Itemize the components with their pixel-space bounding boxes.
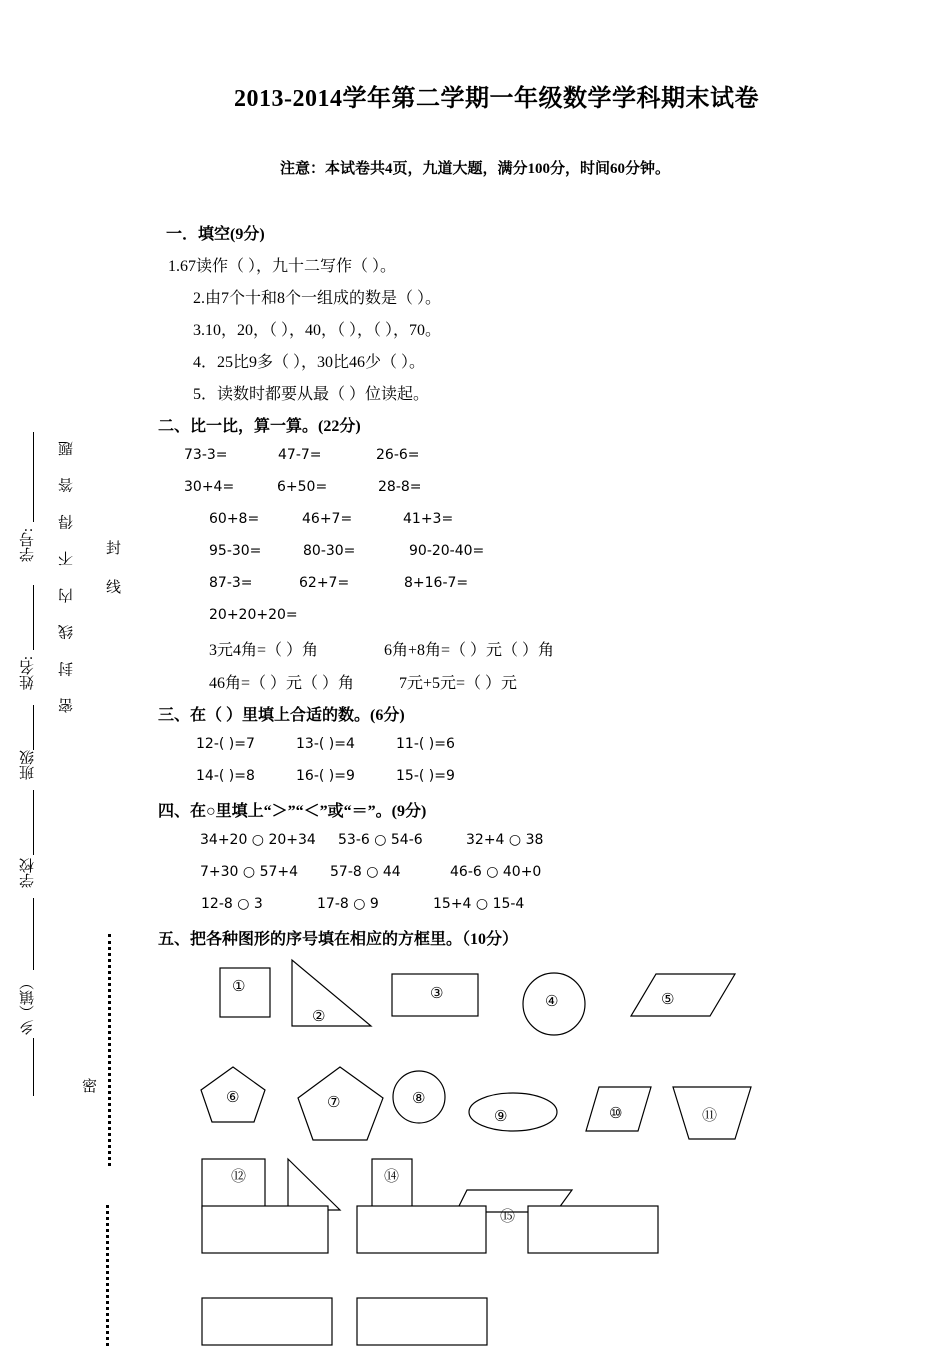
answer-box[interactable]: [528, 1206, 658, 1253]
calc-item: 80-30=: [303, 543, 356, 559]
fill-blank-item: 16-( )=9: [296, 768, 355, 784]
calc-item: 62+7=: [299, 575, 350, 591]
money-question: 46角=（ ）元（ ）角: [209, 675, 355, 692]
compare-item: 32+4 ○ 38: [466, 832, 544, 848]
calc-item: 30+4=: [184, 479, 235, 495]
compare-item: 15+4 ○ 15-4: [433, 896, 525, 912]
calc-item: 90-20-40=: [409, 543, 485, 559]
shape-label: ⑥: [226, 1088, 240, 1106]
shape-label: ③: [430, 984, 444, 1002]
banji-label: 班级: [20, 750, 36, 780]
calc-item: 6+50=: [277, 479, 328, 495]
question-1-2: 2.由7个十和8个一组成的数是（ ）。: [193, 290, 442, 307]
shape-label: ⑮: [500, 1207, 516, 1225]
calc-item: 47-7=: [278, 447, 322, 463]
page-title: 2013-2014学年第二学期一年级数学学科期末试卷: [234, 86, 759, 112]
shape-label: ②: [312, 1007, 326, 1025]
compare-item: 57-8 ○ 44: [330, 864, 401, 880]
calc-item: 95-30=: [209, 543, 262, 559]
money-question: 6角+8角=（ ）元（ ）角: [384, 642, 555, 659]
answer-box[interactable]: [357, 1206, 486, 1253]
shape-pentagon-large: [298, 1067, 383, 1140]
fill-blank-item: 11-( )=6: [396, 736, 455, 752]
shape-label: ⑦: [327, 1093, 341, 1111]
answer-box[interactable]: [357, 1298, 487, 1345]
section-3-title: 三、在（ ）里填上合适的数。(6分): [158, 707, 405, 724]
compare-item: 17-8 ○ 9: [317, 896, 379, 912]
money-question: 7元+5元=（ ）元: [399, 675, 518, 692]
calc-item: 87-3=: [209, 575, 253, 591]
shape-ellipse: [469, 1093, 557, 1131]
calc-item: 41+3=: [403, 511, 454, 527]
shape-label: ⑩: [609, 1104, 623, 1122]
money-question: 3元4角=（ ）角: [209, 642, 319, 659]
fill-blank-item: 13-( )=4: [296, 736, 355, 752]
shape-label: ⑭: [384, 1167, 400, 1185]
shape-label: ⑫: [231, 1167, 247, 1185]
compare-item: 53-6 ○ 54-6: [338, 832, 423, 848]
seal-text-3: 密: [80, 1078, 96, 1103]
compare-item: 34+20 ○ 20+34: [200, 832, 316, 848]
shape-label: ⑨: [494, 1107, 508, 1125]
calc-item: 73-3=: [184, 447, 228, 463]
section-4-title: 四、在○里填上“＞”“＜”或“＝”。(9分): [158, 803, 427, 820]
compare-item: 46-6 ○ 40+0: [450, 864, 542, 880]
section-1-title: 一．填空(9分): [166, 226, 265, 243]
calc-item: 26-6=: [376, 447, 420, 463]
calc-item: 46+7=: [302, 511, 353, 527]
shape-triangle-partial: [288, 1159, 340, 1210]
section-2-title: 二、比一比，算一算。(22分): [158, 418, 361, 435]
xuehao-label: 学号:: [20, 528, 36, 563]
calc-item: 28-8=: [378, 479, 422, 495]
exam-note: 注意：本试卷共4页，九道大题，满分100分，时间60分钟。: [280, 161, 671, 177]
xiangzhen-label: 乡（镇）: [20, 975, 36, 1035]
shape-label: ①: [232, 977, 246, 995]
shape-parallelogram: [631, 974, 735, 1016]
calc-item: 60+8=: [209, 511, 260, 527]
question-1-4: 4．25比9多（ ），30比46少（ ）。: [193, 354, 426, 371]
compare-item: 12-8 ○ 3: [201, 896, 263, 912]
calc-item: 20+20+20=: [209, 607, 298, 623]
shape-label: ⑪: [702, 1106, 718, 1124]
xuexiao-label: 学校: [20, 858, 36, 888]
shape-label: ④: [545, 992, 559, 1010]
shape-right-triangle: [292, 960, 371, 1026]
fill-blank-item: 15-( )=9: [396, 768, 455, 784]
compare-item: 7+30 ○ 57+4: [200, 864, 299, 880]
seal-text: 密 封 线 内 不 得 答 题: [59, 432, 75, 714]
seal-text-2: 封 线: [104, 540, 120, 604]
fill-blank-item: 14-( )=8: [196, 768, 255, 784]
section-5-title: 五、把各种图形的序号填在相应的方框里。（10分）: [158, 931, 519, 948]
xingming-label: 姓名:: [20, 656, 36, 691]
fill-blank-item: 12-( )=7: [196, 736, 255, 752]
shape-label: ⑧: [412, 1089, 426, 1107]
question-1-3: 3.10，20，（ ），40，（ ），（ ），70。: [193, 322, 442, 339]
answer-box[interactable]: [202, 1298, 332, 1345]
answer-box[interactable]: [202, 1206, 328, 1253]
question-1-5: 5．读数时都要从最（ ）位读起。: [193, 386, 430, 403]
shape-label: ⑤: [661, 990, 675, 1008]
question-1-1: 1.67读作（ ），九十二写作（ ）。: [168, 258, 397, 275]
calc-item: 8+16-7=: [404, 575, 469, 591]
